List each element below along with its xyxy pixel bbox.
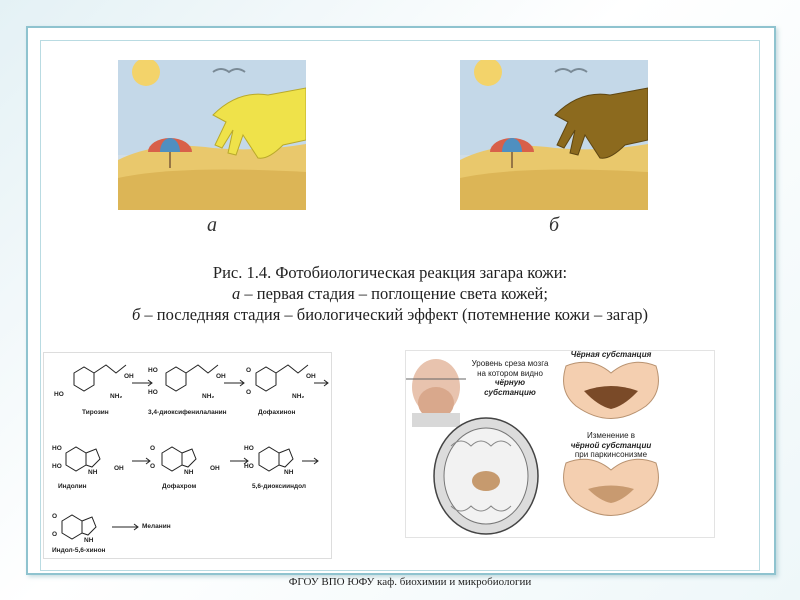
caption-b-letter: б (131, 305, 141, 324)
group-oh: OH (306, 373, 316, 380)
compound-indolequinone: Индол-5,6-хинон (52, 547, 106, 554)
cut-level-plain: Уровень среза мозга на котором видно (471, 359, 549, 378)
group-ho: HO (148, 367, 158, 374)
black-substance-text: Чёрная субстанция (570, 350, 652, 359)
caption-line-a (60, 283, 720, 304)
group-oh: OH (216, 373, 226, 380)
group-ho: HO (52, 463, 62, 470)
change-text-1: Изменение в (586, 431, 636, 440)
group-nh: NH (184, 469, 194, 476)
group-nh2: NH₂ (292, 393, 305, 400)
group-ho: HO (54, 391, 64, 398)
group-nh: NH (88, 469, 98, 476)
black-substance-label (556, 350, 666, 360)
group-nh: NH (84, 537, 94, 544)
cut-level-emph: чёрную субстанцию (484, 378, 536, 397)
compound-melanin: Меланин (142, 523, 171, 530)
caption-line-b (60, 304, 720, 325)
group-nh2: NH₂ (110, 393, 123, 400)
group-o: O (246, 367, 252, 374)
group-ho: HO (244, 463, 254, 470)
label-a: а (207, 214, 217, 236)
compound-dopaquinone: Дофахинон (258, 409, 296, 416)
compound-tyrosine: Тирозин (82, 409, 109, 416)
caption-a-text: – первая стадия – поглощение света кожей; (240, 284, 548, 303)
group-oh: OH (114, 465, 124, 472)
group-ho: HO (148, 389, 158, 396)
footer-institution: ФГОУ ВПО ЮФУ каф. биохимии и микробиологии (288, 576, 532, 588)
group-oh: OH (124, 373, 134, 380)
beach-photo-light-hand (118, 60, 306, 210)
group-o: O (246, 389, 252, 396)
melanin-structures (44, 353, 331, 558)
group-nh: NH (284, 469, 294, 476)
group-ho: HO (52, 445, 62, 452)
compound-indoline: Индолин (58, 483, 87, 490)
label-b: б (548, 214, 560, 236)
caption-title: Рис. 1.4. Фотобиологическая реакция загара кожи: (212, 263, 568, 282)
group-o: O (52, 531, 58, 538)
group-o: O (150, 445, 156, 452)
change-text-2: при паркинсонизме (574, 450, 648, 459)
compound-dopa: 3,4-диоксифенилаланин (148, 409, 227, 416)
figure-caption (60, 262, 720, 325)
group-o: O (150, 463, 156, 470)
cut-level-text (470, 359, 550, 397)
compound-dopachrome: Дофахром (162, 483, 197, 490)
substantia-nigra-figure (405, 350, 715, 538)
parkinson-change-text (556, 431, 666, 460)
caption-b-text: – последняя стадия – биологический эффект (потемнение кожи – загар) (140, 305, 649, 324)
group-o: O (52, 513, 58, 520)
group-ho: HO (244, 445, 254, 452)
beach-photo-tanned-hand (460, 60, 648, 210)
change-emph: чёрной субстанции (570, 440, 652, 450)
group-nh2: NH₂ (202, 393, 215, 400)
compound-dihydroxyindole: 5,6-диоксииндол (252, 483, 307, 490)
caption-a-letter: а (232, 284, 241, 303)
melanin-synthesis-scheme (43, 352, 332, 559)
group-oh: OH (210, 465, 220, 472)
